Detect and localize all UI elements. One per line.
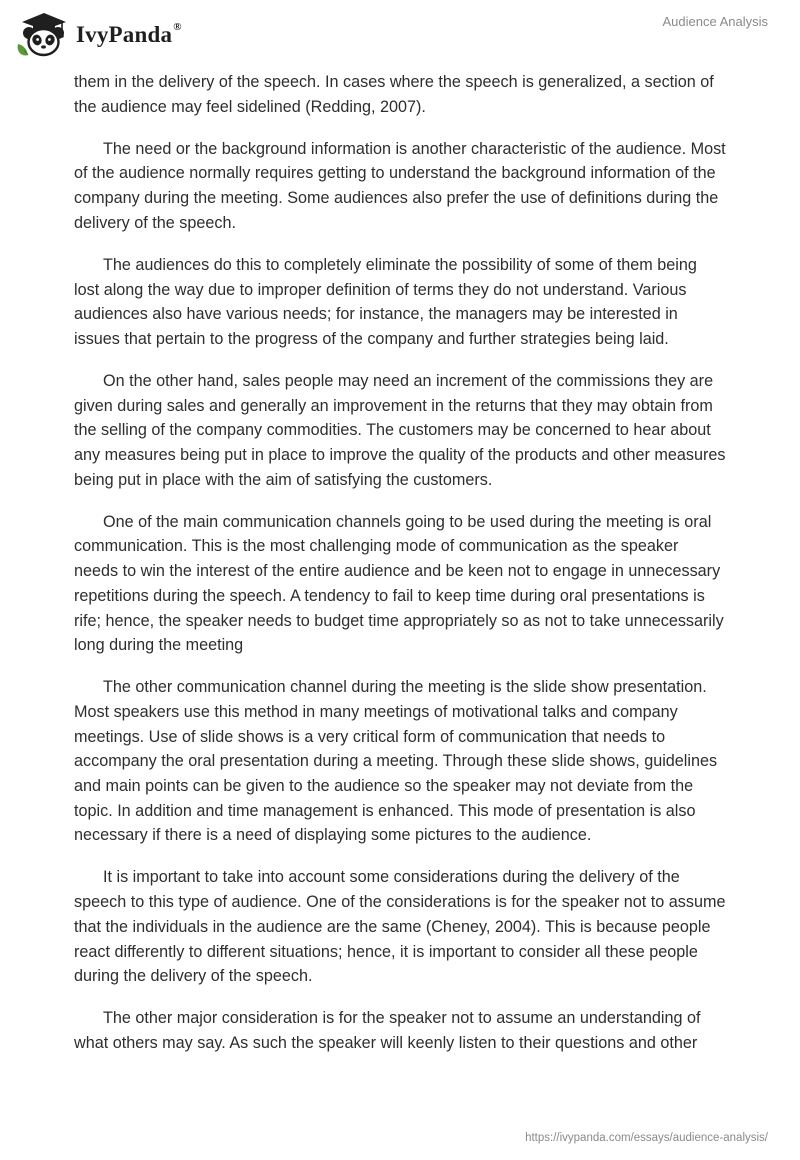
paragraph: On the other hand, sales people may need an increment of the commissions they are given during sales and generally an improvement in the returns that they may obtain from the selling of the company commodities. The customers may be concerned to hear about any measures being put in place to improve the quality of the products and other measures being put in place with the aim of satisfying the customers. bbox=[74, 371, 726, 489]
paragraph: The other communication channel during the meeting is the slide show presentation. Most speakers use this method in many meetings of motivational talks and company meetings. Use of slide shows is a very critical form of communication that needs to accompany the oral presentation during a meeting. Through these slide shows, guidelines and main points can be given to the audience so the speaker may not deviate from the topic. In addition and time management is enhanced. This mode of presentation is also necessary if there is a need of displaying some pictures to the audience. bbox=[74, 678, 718, 845]
paragraph: The need or the background information is another characteristic of the audience. Most of the audience normally requires getting to understand the background information of the company during the meeting. Some audiences also prefer the use of definitions during the delivery of the speech. bbox=[74, 139, 726, 232]
page-header bbox=[0, 0, 800, 70]
brand-name: IvyPanda® bbox=[76, 21, 182, 47]
panda-graduate-icon bbox=[14, 8, 70, 60]
paragraph: One of the main communication channels going to be used during the meeting is oral communication. This is the most challenging mode of communication as the speaker needs to win the interest of the entire audience and be keen not to engage in unnecessary repetitions during the speech. A tendency to fail to keep time during oral presentations is rife; hence, the speaker needs to budget time appropriately so as not to take unnecessarily long during the meeting bbox=[74, 512, 724, 655]
paragraph: The audiences do this to completely eliminate the possibility of some of them being lost along the way due to improper definition of terms they do not understand. Various audiences also have various needs; for instance, the managers may be interested in issues that pertain to the progress of the company and further strategies being laid. bbox=[74, 255, 697, 348]
essay-body bbox=[74, 70, 726, 1073]
ivypanda-logo-link[interactable] bbox=[14, 8, 182, 60]
paragraph: them in the delivery of the speech. In cases where the speech is generalized, a section of the audience may feel sidelined (Redding, 2007). bbox=[74, 73, 714, 116]
document-title: Audience Analysis bbox=[662, 14, 768, 29]
paragraph: It is important to take into account some considerations during the delivery of the speech to this type of audience. One of the considerations is for the speaker not to assume that the individuals in the audience are the same (Cheney, 2004). This is because people react differently to different situations; hence, it is important to consider all these people during the delivery of the speech. bbox=[74, 868, 726, 986]
source-url-link[interactable]: https://ivypanda.com/essays/audience-analysis/ bbox=[525, 1132, 768, 1144]
paragraph: The other major consideration is for the speaker not to assume an understanding of what others may say. As such the speaker will keenly listen to their questions and other bbox=[74, 1009, 701, 1052]
